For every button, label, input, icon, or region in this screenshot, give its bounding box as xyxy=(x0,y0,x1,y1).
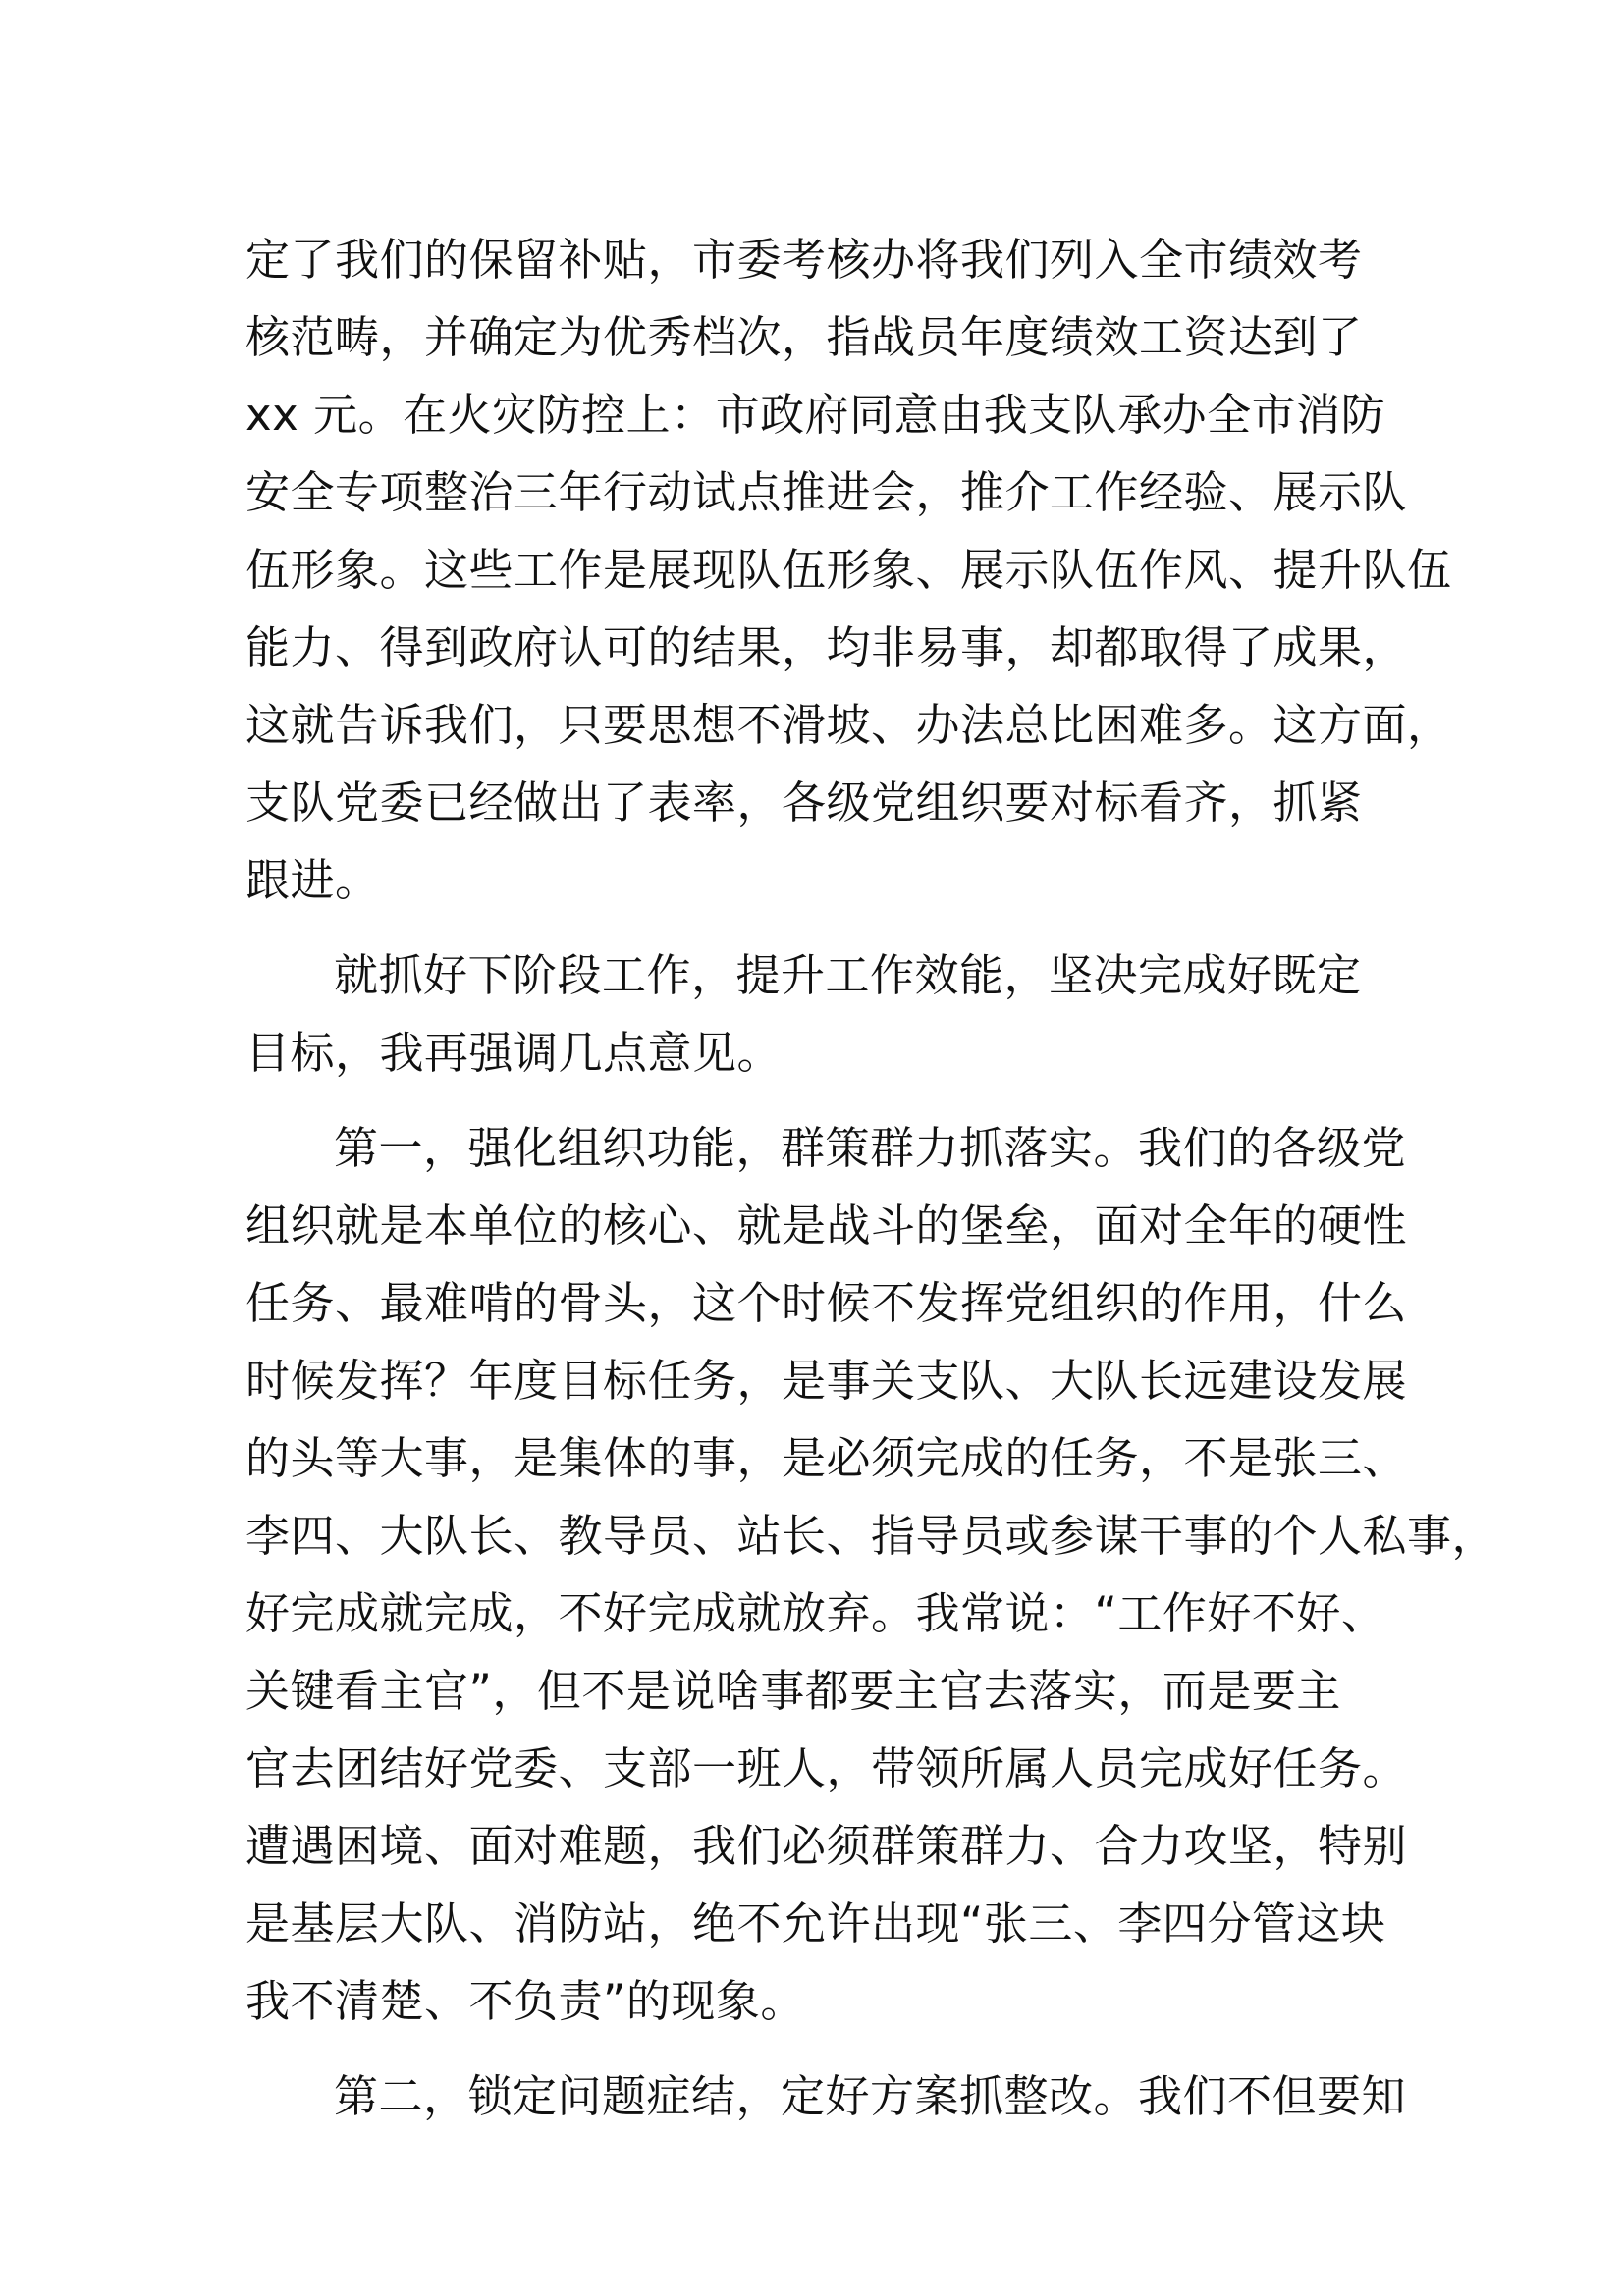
text-line: 第二，锁定问题症结，定好方案抓整改。我们不但要知 xyxy=(334,2070,1407,2122)
text-line: 是基层大队、消防站，绝不允许出现“张三、李四分管这块 xyxy=(245,1897,1386,1949)
text-line: 核范畴，并确定为优秀档次，指战员年度绩效工资达到了 xyxy=(245,311,1363,363)
text-line: 安全专项整治三年行动试点推进会，推介工作经验、展示队 xyxy=(245,466,1408,518)
text-line: 官去团结好党委、支部一班人，带领所属人员完成好任务。 xyxy=(245,1742,1408,1794)
text-line: 能力、得到政府认可的结果，均非易事，却都取得了成果， xyxy=(245,621,1408,673)
text-line: 跟进。 xyxy=(245,854,380,906)
text-line: xx 元。在火灾防控上：市政府同意由我支队承办全市消防 xyxy=(245,389,1386,441)
text-line: 支队党委已经做出了表率，各级党组织要对标看齐，抓紧 xyxy=(245,776,1363,828)
text-line: 伍形象。这些工作是展现队伍形象、展示队伍作风、提升队伍 xyxy=(245,544,1452,596)
paragraph-intro xyxy=(245,936,1394,1092)
paragraph-point-one xyxy=(245,1109,1497,2040)
text-line: 第一，强化组织功能，群策群力抓落实。我们的各级党 xyxy=(334,1122,1407,1174)
text-line: 定了我们的保留补贴，市委考核办将我们列入全市绩效考 xyxy=(245,234,1363,286)
text-line: 就抓好下阶段工作，提升工作效能，坚决完成好既定 xyxy=(334,949,1362,1001)
text-line: 遭遇困境、面对难题，我们必须群策群力、合力攻坚，特别 xyxy=(245,1820,1408,1872)
text-line: 任务、最难啃的骨头，这个时候不发挥党组织的作用，什么 xyxy=(245,1277,1408,1329)
text-line: 的头等大事，是集体的事，是必须完成的任务，不是张三、 xyxy=(245,1432,1408,1484)
paragraph-gap xyxy=(245,2040,1394,2057)
paragraph-point-two xyxy=(245,2057,1407,2135)
paragraph-continuation xyxy=(245,221,1452,919)
text-line: 好完成就完成，不好完成就放弃。我常说：“工作好不好、 xyxy=(245,1587,1386,1639)
body-text xyxy=(245,221,1497,2135)
paragraph-gap xyxy=(245,1092,1394,1109)
text-line: 组织就是本单位的核心、就是战斗的堡垒，面对全年的硬性 xyxy=(245,1200,1408,1252)
paragraph-gap xyxy=(245,919,1394,936)
text-line: 目标，我再强调几点意见。 xyxy=(245,1027,783,1079)
text-line: 这就告诉我们，只要思想不滑坡、办法总比困难多。这方面， xyxy=(245,699,1452,751)
text-line: 时候发挥？年度目标任务，是事关支队、大队长远建设发展 xyxy=(245,1355,1408,1407)
text-line: 关键看主官”，但不是说啥事都要主官去落实，而是要主 xyxy=(245,1665,1341,1717)
text-line: 我不清楚、不负责”的现象。 xyxy=(245,1975,805,2027)
text-line: 李四、大队长、教导员、站长、指导员或参谋干事的个人私事， xyxy=(245,1510,1497,1562)
